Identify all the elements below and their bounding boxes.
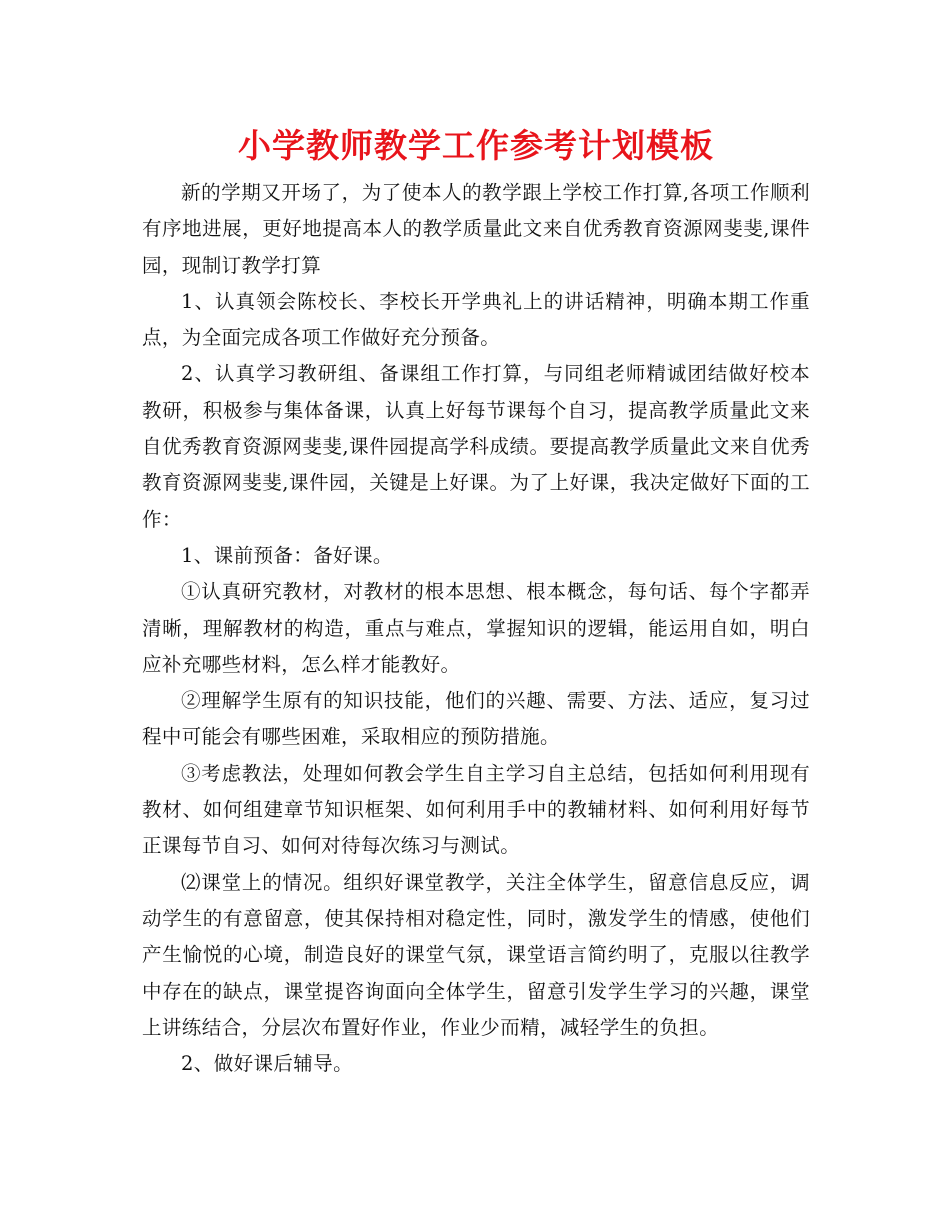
paragraph-intro: 新的学期又开场了，为了使本人的教学跟上学校工作打算,各项工作顺利有序地进展，更好地提高本人的教学质量此文来自优秀教育资源网斐斐,课件园，现制订教学打算 (142, 181, 810, 277)
paragraph-lesson-prep: 1、课前预备：备好课。 (181, 543, 393, 567)
paragraph-item-1: 1、认真领会陈校长、李校长开学典礼上的讲话精神，明确本期工作重点，为全面完成各项工作做好充分预备。 (142, 289, 810, 350)
paragraph-study-materials: ①认真研究教材，对教材的根本思想、根本概念，每句话、每个字都弄清晰，理解教材的构造，重点与难点，掌握知识的逻辑，能运用自如，明白应补充哪些材料，怎么样才能教好。 (142, 580, 810, 676)
paragraph-item-2: 2、认真学习教研组、备课组工作打算，与同组老师精诚团结做好校本教研，积极参与集体备课，认真上好每节课每个自习，提高教学质量此文来自优秀教育资源网斐斐,课件园提高学科成绩。要提高教学质量此文来自优秀教育资源网斐斐,课件园，关键是上好课。为了上好课，我决定做好下面的工作： (142, 362, 810, 531)
document-page (142, 121, 810, 1082)
paragraph-classroom: ⑵课堂上的情况。组织好课堂教学，关注全体学生，留意信息反应，调动学生的有意留意，使其保持相对稳定性，同时，激发学生的情感，使他们产生愉悦的心境，制造良好的课堂气氛，课堂语言简约明了，克服以往教学中存在的缺点，课堂提咨询面向全体学生，留意引发学生学习的兴趣，课堂上讲练结合，分层次布置好作业，作业少而精，减轻学生的负担。 (142, 870, 810, 1039)
document-title: 小学教师教学工作参考计划模板 (238, 126, 714, 165)
paragraph-understand-students: ②理解学生原有的知识技能，他们的兴趣、需要、方法、适应，复习过程中可能会有哪些困难，采取相应的预防措施。 (142, 689, 810, 749)
paragraph-after-class: 2、做好课后辅导。 (181, 1052, 354, 1076)
paragraph-teaching-methods: ③考虑教法，处理如何教会学生自主学习自主总结，包括如何利用现有教材、如何组建章节知识框架、如何利用手中的教辅材料、如何利用好每节正课每节自习、如何对待每次练习与测试。 (142, 761, 810, 858)
